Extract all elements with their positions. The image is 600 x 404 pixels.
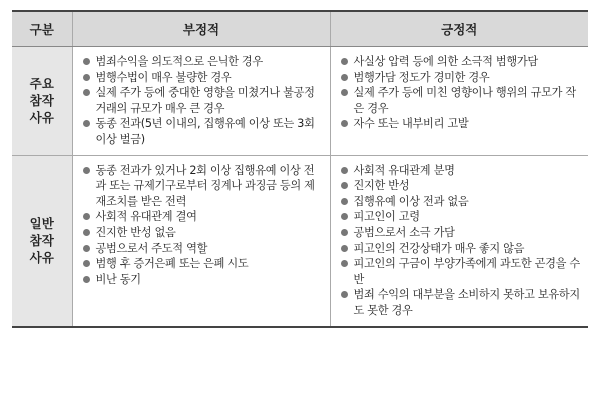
bullet-icon [341, 74, 348, 81]
list-item: 사회적 유대관계 분명 [339, 163, 583, 179]
list-item: 피고인이 고령 [339, 209, 583, 225]
bullet-icon [83, 89, 90, 96]
list-item: 사실상 압력 등에 의한 소극적 범행가담 [339, 54, 583, 70]
list-item: 범죄수익을 의도적으로 은닉한 경우 [81, 54, 324, 70]
row-label-major [12, 47, 72, 156]
general-positive-cell [330, 155, 588, 326]
bullet-icon [83, 276, 90, 283]
bullet-icon [83, 74, 90, 81]
row-label-line: 참작 [29, 93, 54, 109]
major-negative-list [81, 54, 324, 148]
bullet-icon [341, 245, 348, 252]
list-item: 실제 주가 등에 미친 영향이나 행위의 규모가 작은 경우 [339, 85, 583, 116]
general-negative-list [81, 163, 324, 288]
bullet-icon [83, 229, 90, 236]
bullet-icon [341, 89, 348, 96]
bullet-icon [341, 120, 348, 127]
list-item: 피고인의 구금이 부양가족에게 과도한 곤경을 수반 [339, 256, 583, 287]
row-label-line: 일반 [29, 216, 54, 232]
row-label-line: 사유 [29, 250, 54, 266]
row-label-line: 참작 [29, 233, 54, 249]
bullet-icon [341, 167, 348, 174]
major-positive-list [339, 54, 583, 132]
bullet-icon [83, 167, 90, 174]
bullet-icon [341, 291, 348, 298]
bullet-icon [341, 198, 348, 205]
list-item: 진지한 반성 [339, 178, 583, 194]
bullet-icon [341, 229, 348, 236]
bullet-icon [83, 120, 90, 127]
major-positive-cell [330, 47, 588, 156]
row-general-factors [12, 155, 588, 326]
list-item: 집행유예 이상 전과 없음 [339, 194, 583, 210]
list-item: 범행수법이 매우 불량한 경우 [81, 70, 324, 86]
header-negative: 부정적 [72, 11, 330, 47]
bullet-icon [341, 260, 348, 267]
header-category: 구분 [12, 11, 72, 47]
row-major-factors [12, 47, 588, 156]
list-item: 동종 전과가 있거나 2회 이상 집행유예 이상 전과 또는 규제기구로부터 징계나 과징금 등의 제재조치를 받은 전력 [81, 163, 324, 210]
list-item: 진지한 반성 없음 [81, 225, 324, 241]
bullet-icon [341, 213, 348, 220]
list-item: 범행가담 정도가 경미한 경우 [339, 70, 583, 86]
list-item: 공범으로서 주도적 역할 [81, 241, 324, 257]
bullet-icon [83, 245, 90, 252]
bullet-icon [341, 58, 348, 65]
bullet-icon [341, 182, 348, 189]
list-item: 자수 또는 내부비리 고발 [339, 116, 583, 132]
list-item: 범행 후 증거은폐 또는 은폐 시도 [81, 256, 324, 272]
row-label-line: 사유 [29, 110, 54, 126]
row-label-general [12, 155, 72, 326]
major-negative-cell [72, 47, 330, 156]
list-item: 사회적 유대관계 결여 [81, 209, 324, 225]
bullet-icon [83, 58, 90, 65]
list-item: 공범으로서 소극 가담 [339, 225, 583, 241]
general-positive-list [339, 163, 583, 319]
row-label-line: 주요 [29, 76, 54, 92]
header-row [12, 11, 588, 47]
list-item: 실제 주가 등에 중대한 영향을 미쳤거나 불공정거래의 규모가 매우 큰 경우 [81, 85, 324, 116]
bullet-icon [83, 213, 90, 220]
list-item: 범죄 수익의 대부분을 소비하지 못하고 보유하지도 못한 경우 [339, 287, 583, 318]
list-item: 비난 동기 [81, 272, 324, 288]
header-positive: 긍정적 [330, 11, 588, 47]
list-item: 동종 전과(5년 이내의, 집행유예 이상 또는 3회 이상 벌금) [81, 116, 324, 147]
general-negative-cell [72, 155, 330, 326]
sentencing-factors-table [12, 10, 588, 328]
list-item: 피고인의 건강상태가 매우 좋지 않음 [339, 241, 583, 257]
bullet-icon [83, 260, 90, 267]
